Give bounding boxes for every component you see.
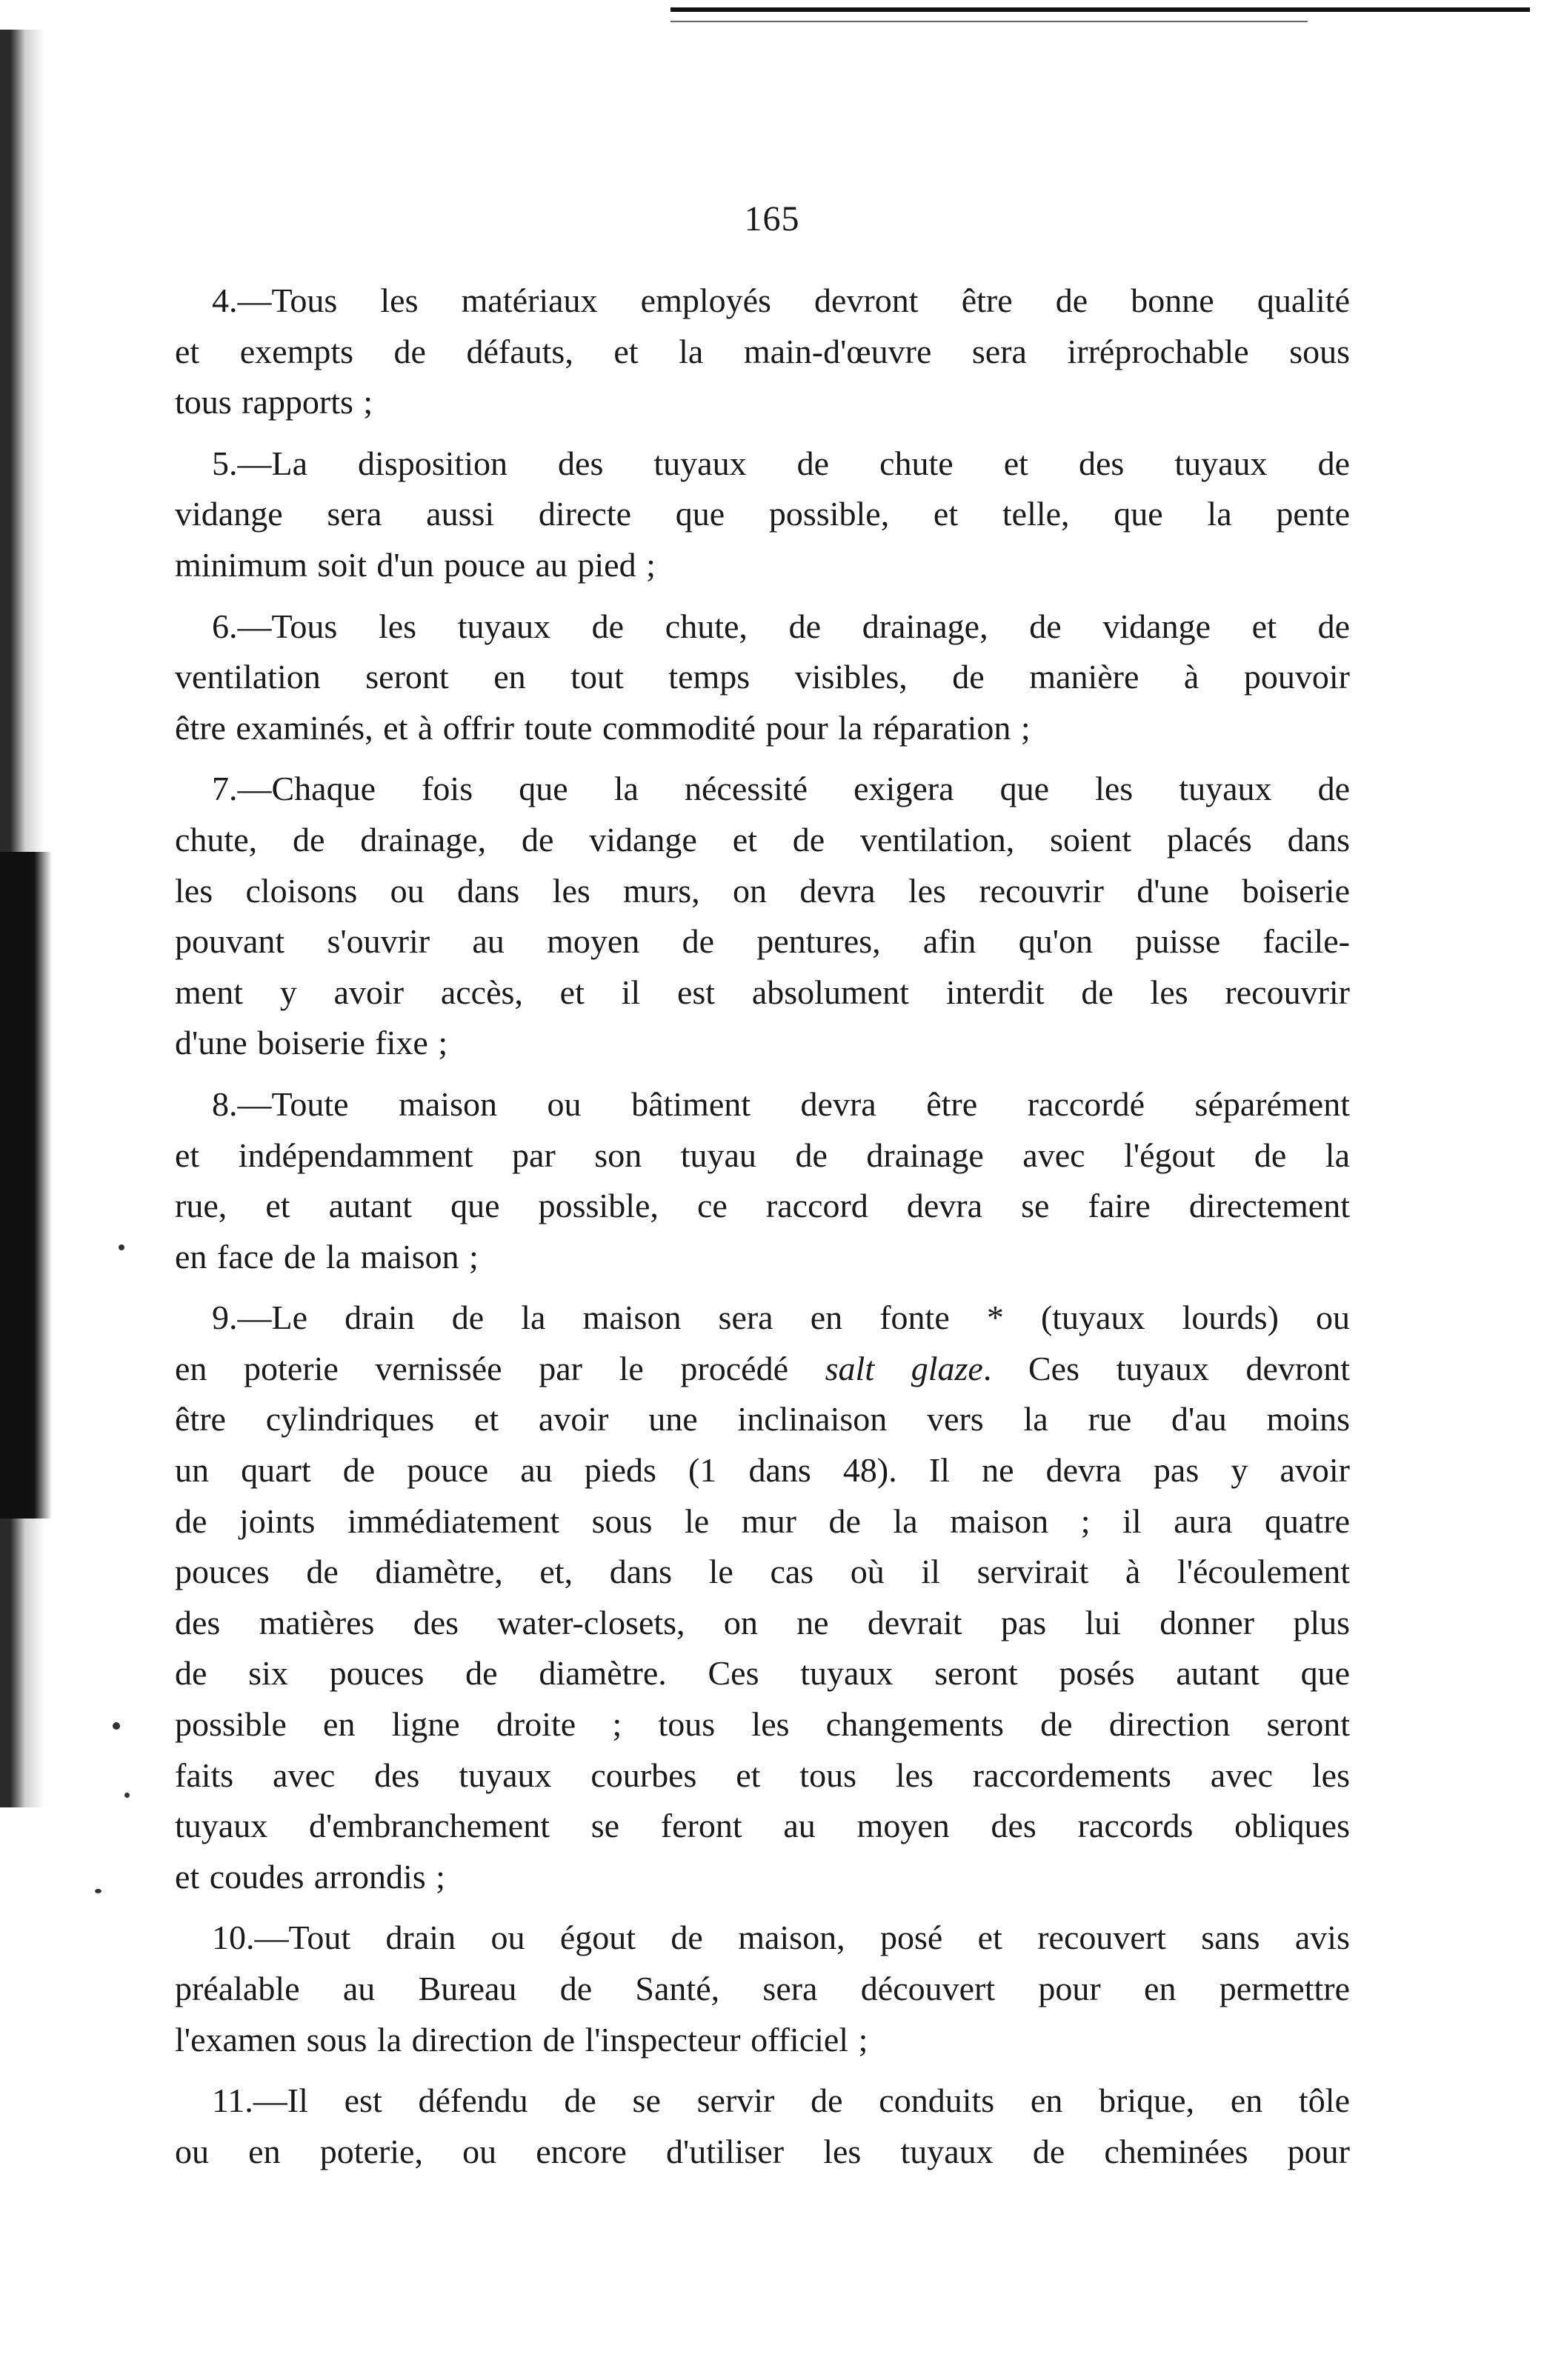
text-line: 9.—Le drain de la maison sera en fonte * (tuyaux lourds) ou xyxy=(212,1299,1350,1337)
text-line: rue, et autant que possible, ce raccord devra se faire directement xyxy=(175,1187,1350,1225)
text-line: faits avec des tuyaux courbes et tous les raccordements avec les xyxy=(175,1756,1350,1794)
text-line: préalable au Bureau de Santé, sera découvert pour en permettre xyxy=(175,1970,1350,2007)
text-line: et indépendamment par son tuyau de drainage avec l'égout de la xyxy=(175,1136,1350,1174)
text-line: minimum soit d'un pouce au pied ; xyxy=(175,545,656,584)
text-line: vidange sera aussi directe que possible, et telle, que la pente xyxy=(175,495,1350,533)
text-line: les cloisons ou dans les murs, on devra les recouvrir d'une boiserie xyxy=(175,871,1350,910)
text-line: tous rapports ; xyxy=(175,383,373,421)
top-edge-thin-rule xyxy=(670,21,1308,22)
article-paragraph xyxy=(175,1293,1350,1902)
text-line: en poterie vernissée par le procédé salt glaze. Ces tuyaux devront xyxy=(175,1349,1350,1387)
article-paragraph xyxy=(175,601,1350,754)
text-line: des matières des water-closets, on ne devrait pas lui donner plus xyxy=(175,1603,1350,1641)
text-line: l'examen sous la direction de l'inspecteur officiel ; xyxy=(175,2020,868,2059)
text-line: ou en poterie, ou encore d'utiliser les tuyaux de cheminées pour xyxy=(175,2132,1350,2170)
document-body xyxy=(175,276,1350,2187)
text-line: et exempts de défauts, et la main-d'œuvre sera irréprochable sous xyxy=(175,332,1350,370)
text-line: 4.—Tous les matériaux employés devront être de bonne qualité xyxy=(212,281,1350,319)
ink-speck xyxy=(95,1889,102,1893)
text-line: être examinés, et à offrir toute commodité pour la réparation ; xyxy=(175,708,1031,747)
text-line: chute, de drainage, de vidange et de ventilation, soient placés dans xyxy=(175,820,1350,859)
text-line: 10.—Tout drain ou égout de maison, posé et recouvert sans avis xyxy=(212,1919,1350,1957)
text-line: et coudes arrondis ; xyxy=(175,1857,445,1896)
article-paragraph xyxy=(175,1913,1350,2065)
text-line: tuyaux d'embranchement se feront au moyen des raccords obliques xyxy=(175,1807,1350,1845)
text-line: pouvant s'ouvrir au moyen de pentures, afin qu'on puisse facile- xyxy=(175,922,1350,961)
text-line: ment y avoir accès, et il est absolument interdit de les recouvrir xyxy=(175,973,1350,1011)
article-paragraph xyxy=(175,276,1350,428)
text-line: de joints immédiatement sous le mur de la maison ; il aura quatre xyxy=(175,1501,1350,1540)
article-paragraph xyxy=(175,1079,1350,1282)
text-line: 6.—Tous les tuyaux de chute, de drainage, de vidange et de xyxy=(212,607,1350,645)
ink-speck xyxy=(119,1244,124,1250)
text-line: en face de la maison ; xyxy=(175,1237,479,1276)
text-line: 5.—La disposition des tuyaux de chute et des tuyaux de xyxy=(212,444,1350,482)
article-paragraph xyxy=(175,439,1350,591)
text-line: être cylindriques et avoir une inclinaison vers la rue d'au moins xyxy=(175,1400,1350,1439)
top-edge-rule xyxy=(670,7,1530,12)
text-line: ventilation seront en tout temps visibles, de manière à pouvoir xyxy=(175,658,1350,696)
page-number: 165 xyxy=(744,199,800,239)
text-line: 7.—Chaque fois que la nécessité exigera que les tuyaux de xyxy=(212,770,1350,808)
text-line: d'une boiserie fixe ; xyxy=(175,1024,448,1062)
text-line: 8.—Toute maison ou bâtiment devra être raccordé séparément xyxy=(212,1084,1350,1123)
page-binding-shadow-dark xyxy=(0,852,52,1519)
text-line: un quart de pouce au pieds (1 dans 48). Il ne devra pas y avoir xyxy=(175,1451,1350,1490)
text-line: pouces de diamètre, et, dans le cas où il servirait à l'écoulement xyxy=(175,1553,1350,1591)
text-line: 11.—Il est défendu de se servir de conduits en brique, en tôle xyxy=(212,2081,1350,2120)
ink-speck xyxy=(113,1722,120,1730)
text-line: de six pouces de diamètre. Ces tuyaux seront posés autant que xyxy=(175,1654,1350,1693)
article-paragraph xyxy=(175,764,1350,1069)
article-paragraph xyxy=(175,2076,1350,2177)
text-line: possible en ligne droite ; tous les changements de direction seront xyxy=(175,1705,1350,1744)
ink-speck xyxy=(124,1793,130,1798)
italic-term: salt glaze xyxy=(825,1349,983,1387)
